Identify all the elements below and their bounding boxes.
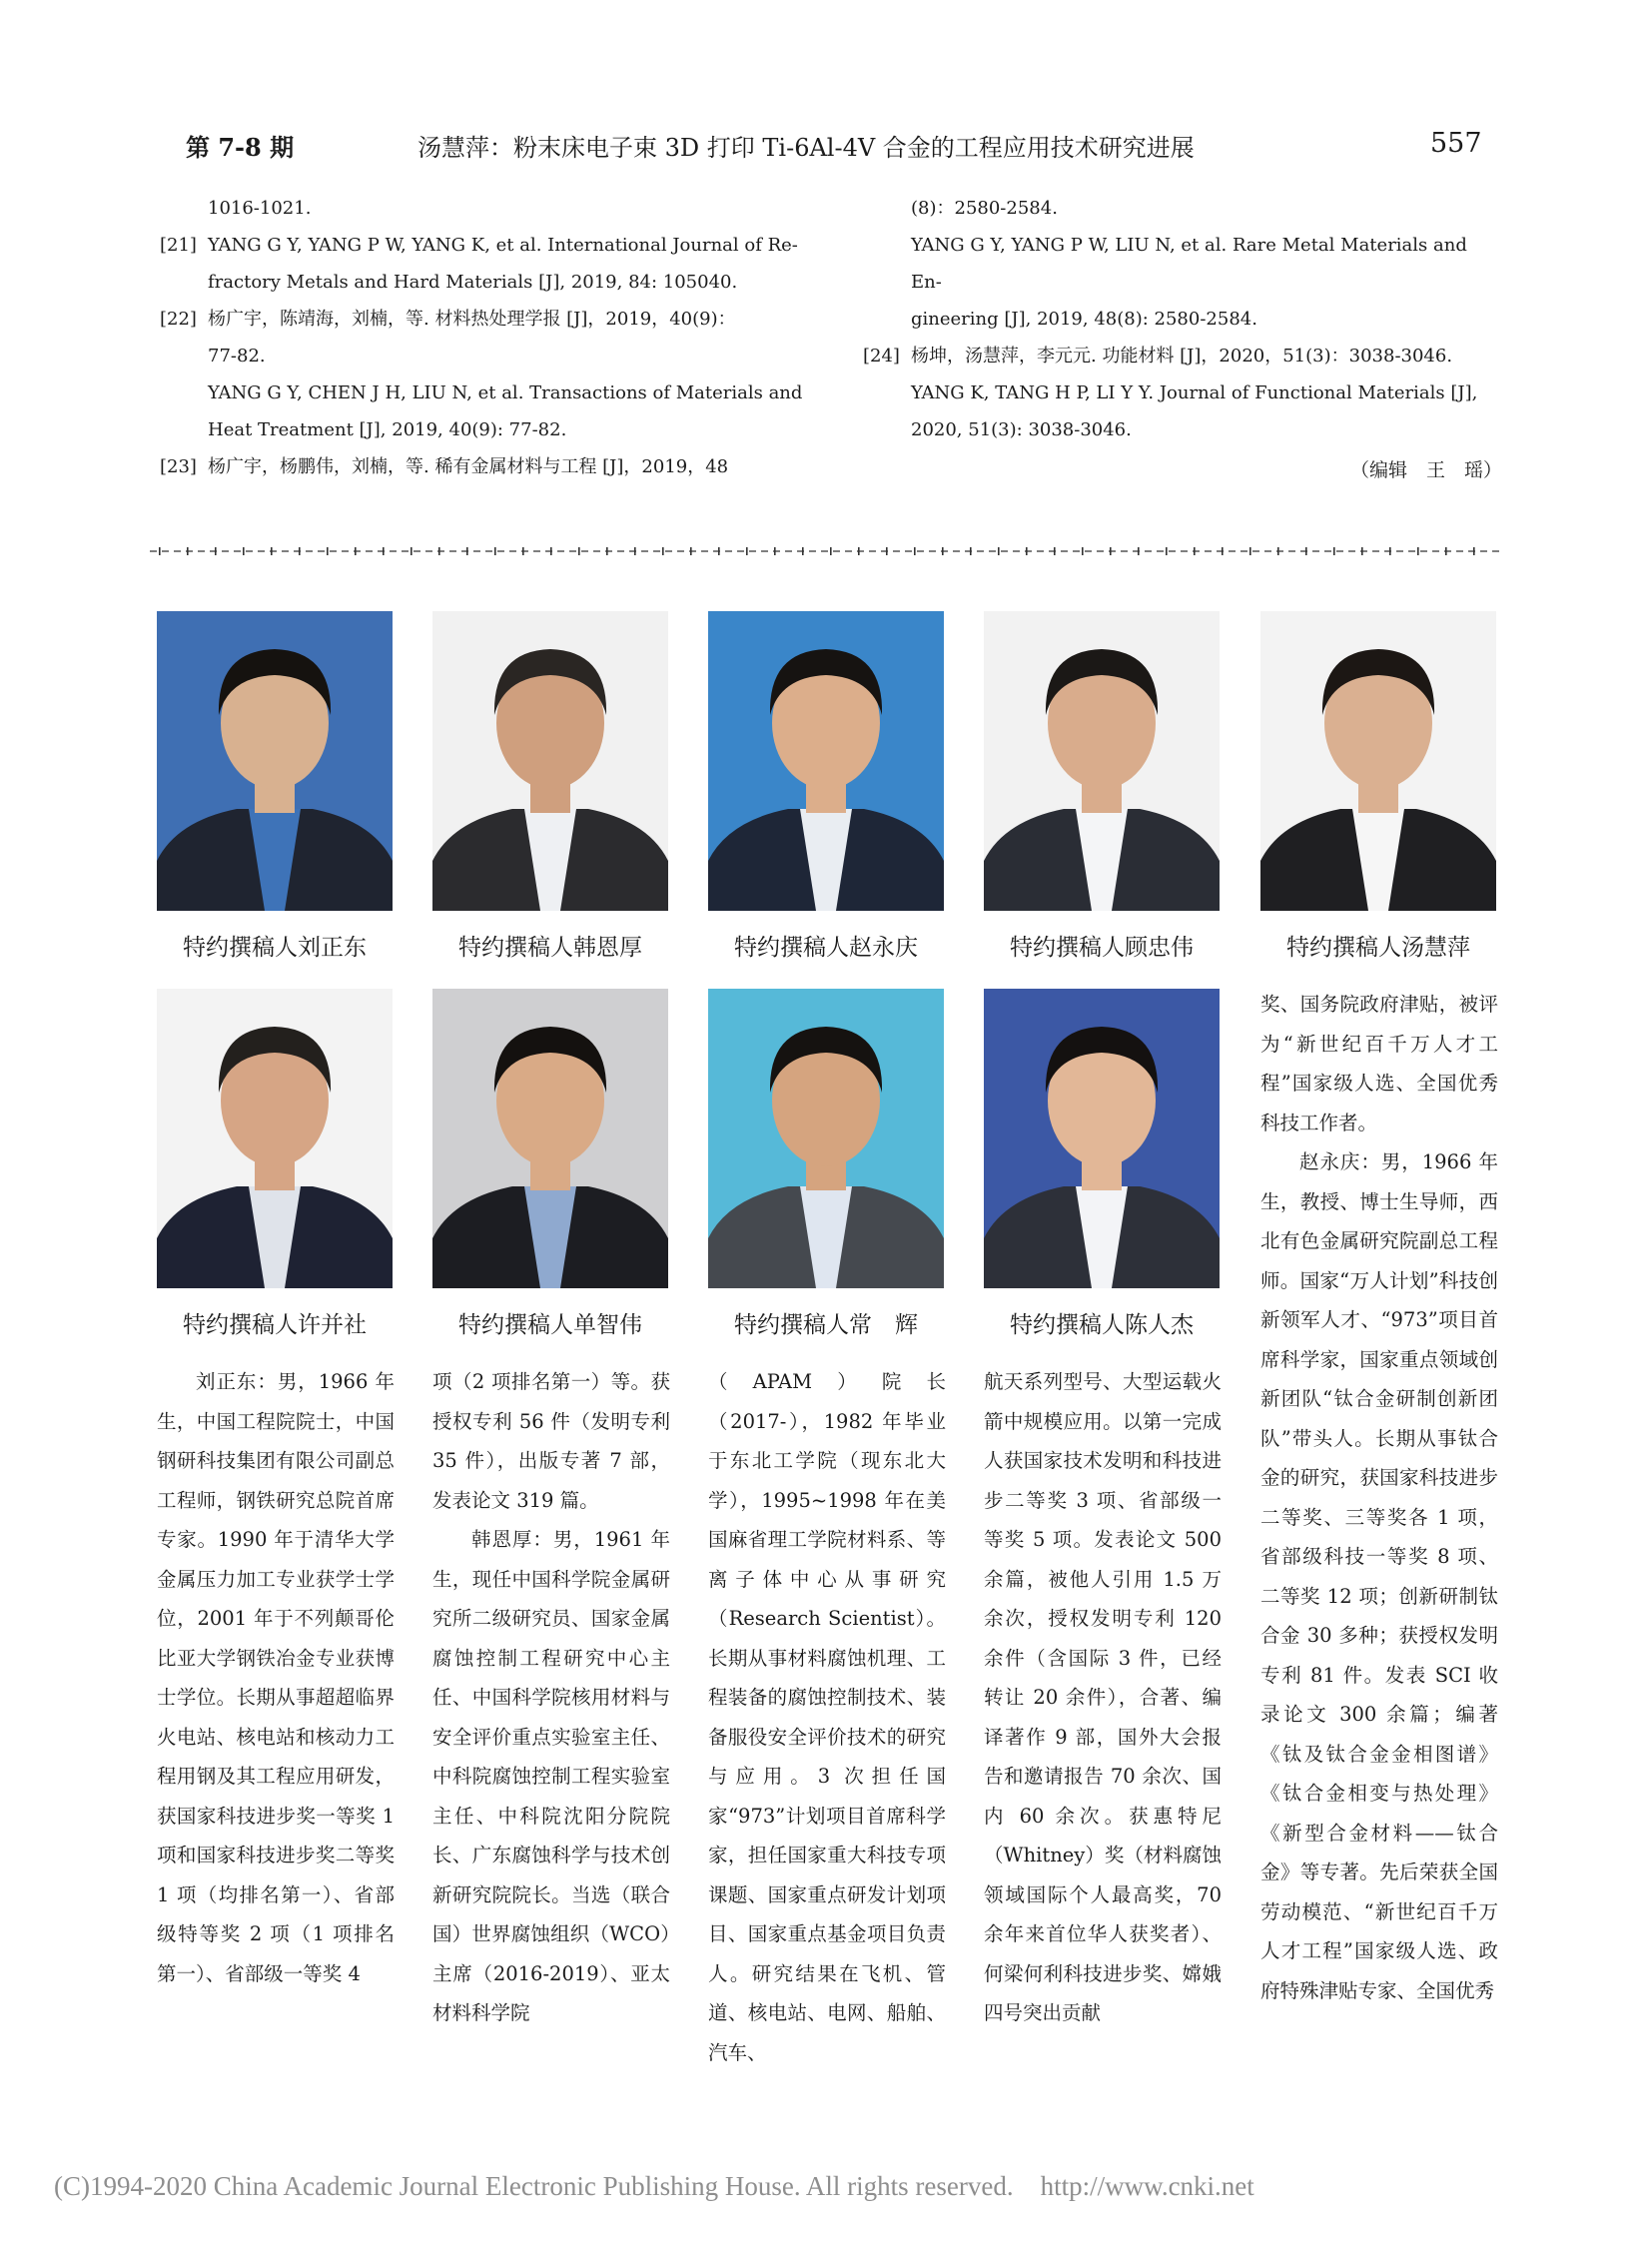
reference-line: fractory Metals and Hard Materials [J], 2019, 84: 105040. (208, 272, 738, 293)
portrait-caption: 特约撰稿人汤慧萍 (1286, 935, 1470, 961)
reference-line: 2020, 51(3): 3038-3046. (911, 419, 1132, 440)
reference-number: [21] (160, 235, 197, 256)
reference-line: YANG K, TANG H P, LI Y Y. Journal of Functional Materials [J], (911, 382, 1478, 403)
reference-number: [22] (160, 309, 197, 330)
portrait-photo (708, 611, 944, 911)
bio-column-4 (984, 1362, 1222, 2033)
reference-line: YANG G Y, CHEN J H, LIU N, et al. Transactions of Materials and (208, 382, 803, 403)
portrait-caption: 特约撰稿人许并社 (183, 1312, 367, 1338)
portrait-caption: 特约撰稿人赵永庆 (734, 935, 918, 961)
bio-paragraph: 航天系列型号、大型运载火箭中规模应用。以第一完成人获国家技术发明和科技进步二等奖 3 项、省部级一等奖 5 项。发表论文 500 余篇，被他人引用 1.5 万余次，授权发明专利 120 余件（含国际 3 件，已经转让 20 余件），合著、编译著作 9 部，国外大会报告和邀请报告 70 余次、国内 60 余次。获惠特尼（Whitney）奖（材料腐蚀领域国际个人最高奖，70 余年来首位华人获奖者）、何梁何利科技进步奖、嫦娥四号突出贡献 (984, 1370, 1222, 2024)
reference-line: YANG G Y, YANG P W, LIU N, et al. Rare Metal Materials and En- (911, 235, 1467, 293)
reference-22 (160, 301, 809, 448)
header-page-number: 557 (1430, 128, 1482, 159)
reference-continuation: 1016-1021. (208, 198, 312, 219)
portrait-photo (984, 989, 1220, 1288)
portrait-caption: 特约撰稿人常 辉 (734, 1312, 918, 1338)
editor-credit: （编辑 王 瑶） (1350, 459, 1503, 481)
section-separator (150, 544, 1500, 558)
portrait-photo (157, 611, 393, 911)
portrait-photo (708, 989, 944, 1288)
portrait-photo (157, 989, 393, 1288)
reference-21 (160, 227, 809, 301)
header-issue: 第 7-8 期 (186, 133, 295, 162)
reference-line: 杨广宇，杨鹏伟，刘楠，等. 稀有金属材料与工程 [J]，2019，48 (208, 456, 729, 477)
portrait-photo (984, 611, 1220, 911)
reference-continuation: (8)：2580-2584. (911, 198, 1058, 219)
header-article-title: 汤慧萍：粉末床电子束 3D 打印 Ti-6Al-4V 合金的工程应用技术研究进展 (417, 134, 1195, 162)
reference-line: 杨坤，汤慧萍，李元元. 功能材料 [J]，2020，51(3)：3038-3046. (911, 346, 1453, 367)
bio-column-2 (432, 1362, 670, 2033)
reference-line: 77-82. (208, 346, 266, 367)
bio-paragraph: 项（2 项排名第一）等。获授权专利 56 件（发明专利 35 件），出版专著 7 部，发表论文 319 篇。 (432, 1370, 670, 1512)
references-left-column (160, 190, 809, 485)
bio-paragraph: （APAM）院长（2017-），1982 年毕业于东北工学院（现东北大学），1995~1998 年在美国麻省理工学院材料系、等离子体中心从事研究（Research Scientist）。长期从事材料腐蚀机理、工程装备的腐蚀控制技术、装备服役安全评价技术的研究与应用。3 次担任国家“973”计划项目首席科学家，担任国家重大科技专项课题、国家重点研发计划项目、国家重点基金项目负责人。研究结果在飞机、管道、核电站、电网、船舶、汽车、 (708, 1370, 946, 2064)
portrait-caption: 特约撰稿人韩恩厚 (458, 935, 642, 961)
bio-paragraph: 赵永庆：男，1966 年生，教授、博士生导师，西北有色金属研究院副总工程师。国家“万人计划”科技创新领军人才、“973”项目首席科学家，国家重点领域创新团队“钛合金研制创新团队”带头人。长期从事钛合金的研究，获国家科技进步二等奖、三等奖各 1 项，省部级科技一等奖 8 项、二等奖 12 项；创新研制钛合金 30 多种；获授权发明专利 81 件。发表 SCI 收录论文 300 余篇；编著《钛及钛合金金相图谱》《钛合金相变与热处理》《新型合金材料——钛合金》等专著。先后荣获全国劳动模范、“新世纪百千万人才工程”国家级人选、政府特殊津贴专家、全国优秀 (1260, 1150, 1498, 2002)
reference-line: YANG G Y, YANG P W, YANG K, et al. International Journal of Re- (208, 235, 798, 256)
reference-number: [23] (160, 456, 197, 477)
reference-number: [24] (863, 346, 900, 367)
portrait-caption: 特约撰稿人顾忠伟 (1010, 935, 1194, 961)
bio-paragraph: 韩恩厚：男，1961 年生，现任中国科学院金属研究所二级研究员、国家金属腐蚀控制工程研究中心主任、中国科学院核用材料与安全评价重点实验室主任、中科院腐蚀控制工程实验室主任、中科院沈阳分院院长、广东腐蚀科学与技术创新研究院院长。当选（联合国）世界腐蚀组织（WCO）主席（2016-2019）、亚太材料科学院 (432, 1528, 670, 2024)
bio-column-3 (708, 1362, 946, 2072)
references-right-column (863, 190, 1502, 448)
bio-paragraph: 刘正东：男，1966 年生，中国工程院院士，中国钢研科技集团有限公司副总工程师，钢铁研究总院首席专家。1990 年于清华大学金属压力加工专业获学士学位，2001 年于不列颠哥伦比亚大学钢铁冶金专业获博士学位。长期从事超超临界火电站、核电站和核动力工程用钢及其工程应用研发，获国家科技进步奖一等奖 1 项和国家科技进步奖二等奖 1 项（均排名第一）、省部级特等奖 2 项（1 项排名第一）、省部级一等奖 4 (157, 1370, 395, 1985)
reference-line: 杨广宇，陈靖海，刘楠，等. 材料热处理学报 [J]，2019，40(9)： (208, 309, 736, 330)
bio-column-5 (1260, 985, 1498, 2010)
reference-24 (863, 338, 1502, 448)
portrait-caption: 特约撰稿人刘正东 (183, 935, 367, 961)
portrait-caption: 特约撰稿人陈人杰 (1010, 1312, 1194, 1338)
portrait-photo (432, 611, 668, 911)
bio-column-1 (157, 1362, 395, 1993)
reference-line: Heat Treatment [J], 2019, 40(9): 77-82. (208, 419, 567, 440)
bio-paragraph: 奖、国务院政府津贴，被评为“新世纪百千万人才工程”国家级人选、全国优秀科技工作者。 (1260, 993, 1498, 1134)
portrait-caption: 特约撰稿人单智伟 (458, 1312, 642, 1338)
reference-line: gineering [J], 2019, 48(8): 2580-2584. (911, 309, 1257, 330)
portrait-photo (432, 989, 668, 1288)
portrait-photo (1260, 611, 1496, 911)
copyright-footer: (C)1994-2020 China Academic Journal Electronic Publishing House. All rights reserved. http://www.cnki.net (54, 2171, 1254, 2201)
reference-23 (160, 448, 809, 485)
